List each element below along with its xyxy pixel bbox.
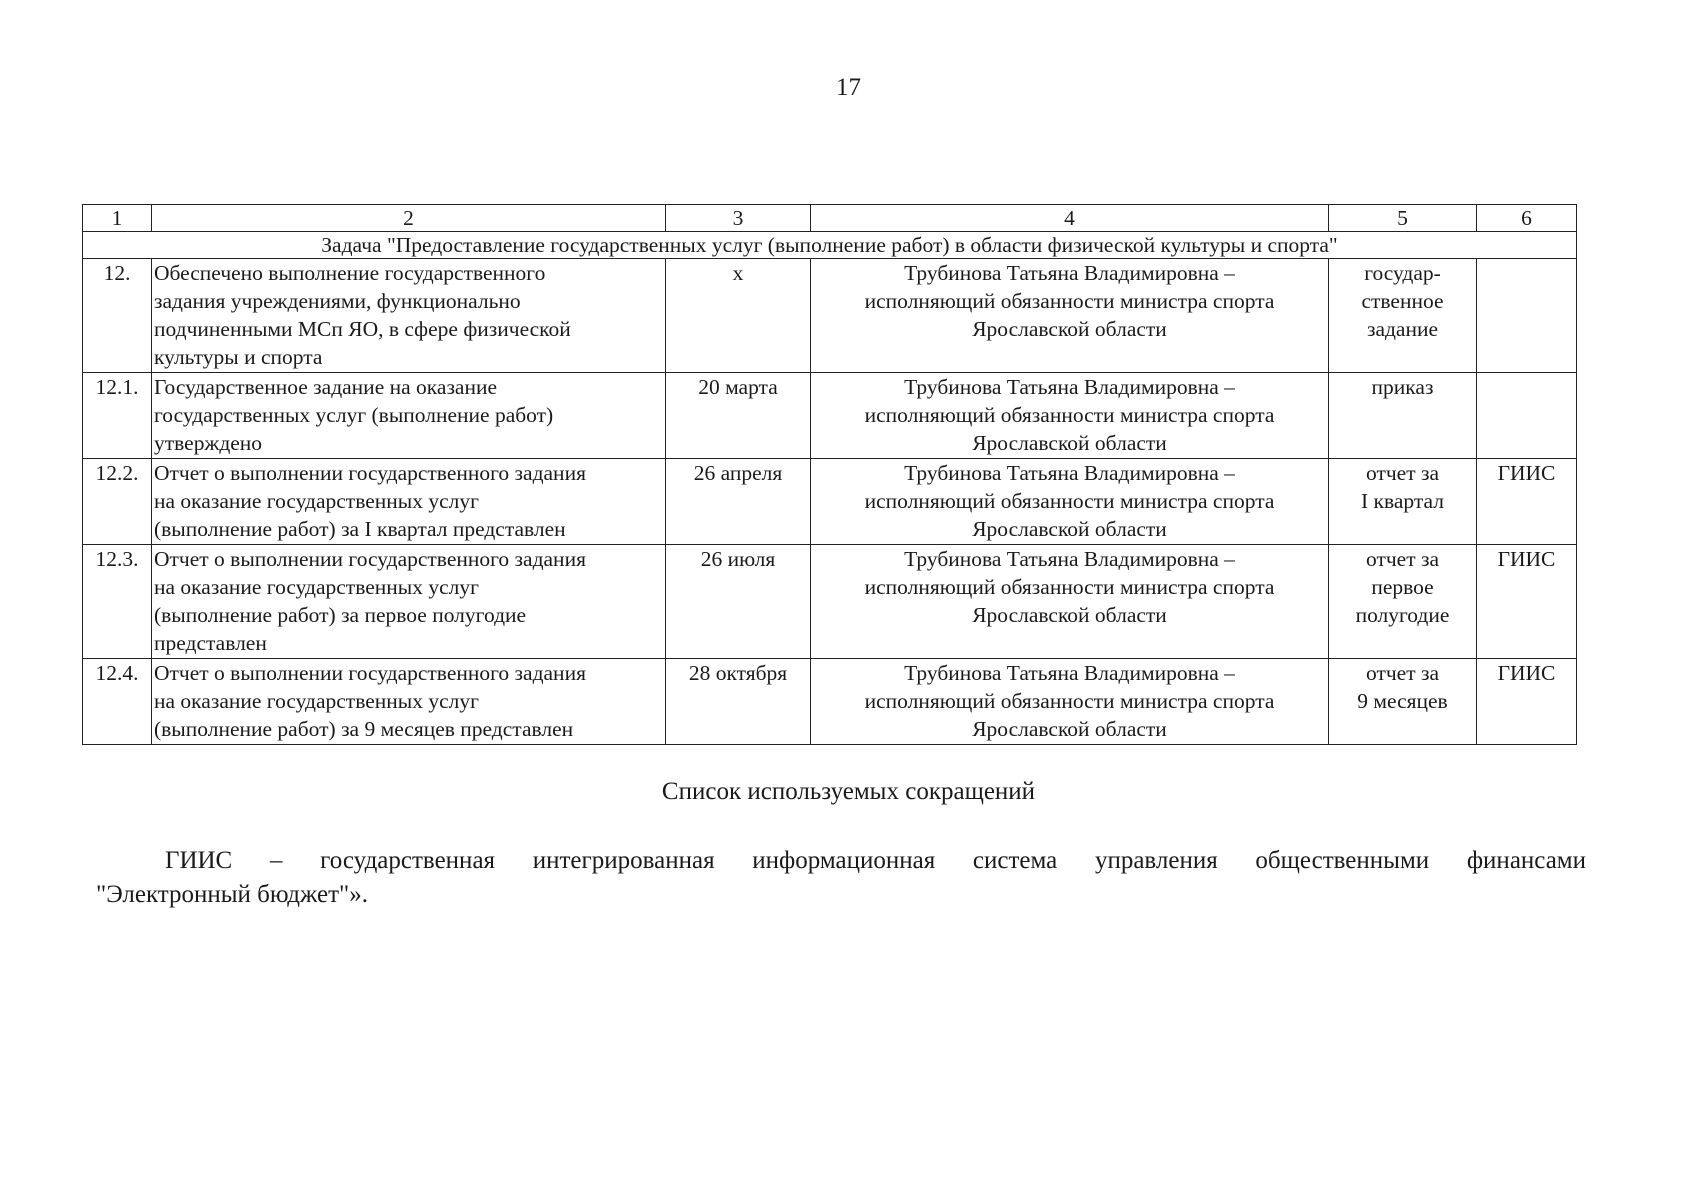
header-cell: 5: [1329, 205, 1477, 232]
abbreviation-line: ГИИС – государственная интегрированная информационная система управления общественными финансами: [165, 847, 1586, 874]
row-system: ГИИС: [1477, 545, 1577, 659]
task-title-row: [83, 232, 1577, 259]
header-cell: 3: [666, 205, 811, 232]
abbreviation-line: "Электронный бюджет"».: [96, 881, 368, 908]
row-responsible: Трубинова Татьяна Владимировна – исполняющий обязанности министра спорта Ярославской области: [864, 547, 1275, 627]
row-responsible: Трубинова Татьяна Владимировна – исполняющий обязанности министра спорта Ярославской области: [864, 261, 1275, 341]
table-row: [83, 659, 1577, 745]
row-date: x: [666, 259, 811, 373]
header-cell: 1: [83, 205, 152, 232]
row-document: приказ: [1371, 375, 1434, 399]
row-document: отчет за первое полугодие: [1355, 547, 1450, 627]
row-number: 12.: [83, 259, 152, 373]
row-name: Обеспечено выполнение государственного задания учреждениями, функционально подчиненными МСп ЯО, в сфере физической культуры и спорта: [154, 261, 571, 369]
abbreviations-title: Список используемых сокращений: [661, 778, 1036, 805]
row-system: ГИИС: [1477, 459, 1577, 545]
plan-table: [82, 204, 1577, 745]
row-number: 12.2.: [83, 459, 152, 545]
header-cell: 2: [152, 205, 666, 232]
row-system: [1477, 259, 1577, 373]
row-document: отчет за 9 месяцев: [1357, 661, 1448, 713]
task-title: Задача "Предоставление государственных услуг (выполнение работ) в области физической культуры и спорта": [83, 232, 1577, 259]
row-responsible: Трубинова Татьяна Владимировна – исполняющий обязанности министра спорта Ярославской области: [864, 661, 1275, 741]
header-row: [83, 205, 1577, 232]
table-row: [83, 373, 1577, 459]
row-document: государ- ственное задание: [1361, 261, 1444, 341]
row-name: Государственное задание на оказание государственных услуг (выполнение работ) утверждено: [154, 375, 554, 455]
abbreviations-paragraph: [96, 844, 1586, 912]
row-name: Отчет о выполнении государственного задания на оказание государственных услуг (выполнение работ) за первое полугодие представлен: [154, 547, 586, 655]
row-responsible: Трубинова Татьяна Владимировна – исполняющий обязанности министра спорта Ярославской области: [864, 375, 1275, 455]
row-date: 20 марта: [666, 373, 811, 459]
row-name: Отчет о выполнении государственного задания на оказание государственных услуг (выполнение работ) за I квартал представлен: [154, 461, 586, 541]
table-row: [83, 545, 1577, 659]
row-number: 12.4.: [83, 659, 152, 745]
row-date: 26 апреля: [666, 459, 811, 545]
row-system: [1477, 373, 1577, 459]
header-cell: 6: [1477, 205, 1577, 232]
row-number: 12.1.: [83, 373, 152, 459]
table-row: [83, 259, 1577, 373]
row-system: ГИИС: [1477, 659, 1577, 745]
table-row: [83, 459, 1577, 545]
row-document: отчет за I квартал: [1361, 461, 1444, 513]
row-date: 26 июля: [666, 545, 811, 659]
header-cell: 4: [811, 205, 1329, 232]
row-date: 28 октября: [666, 659, 811, 745]
page-number: 17: [836, 74, 861, 101]
row-responsible: Трубинова Татьяна Владимировна – исполняющий обязанности министра спорта Ярославской области: [864, 461, 1275, 541]
row-number: 12.3.: [83, 545, 152, 659]
row-name: Отчет о выполнении государственного задания на оказание государственных услуг (выполнение работ) за 9 месяцев представлен: [154, 661, 586, 741]
